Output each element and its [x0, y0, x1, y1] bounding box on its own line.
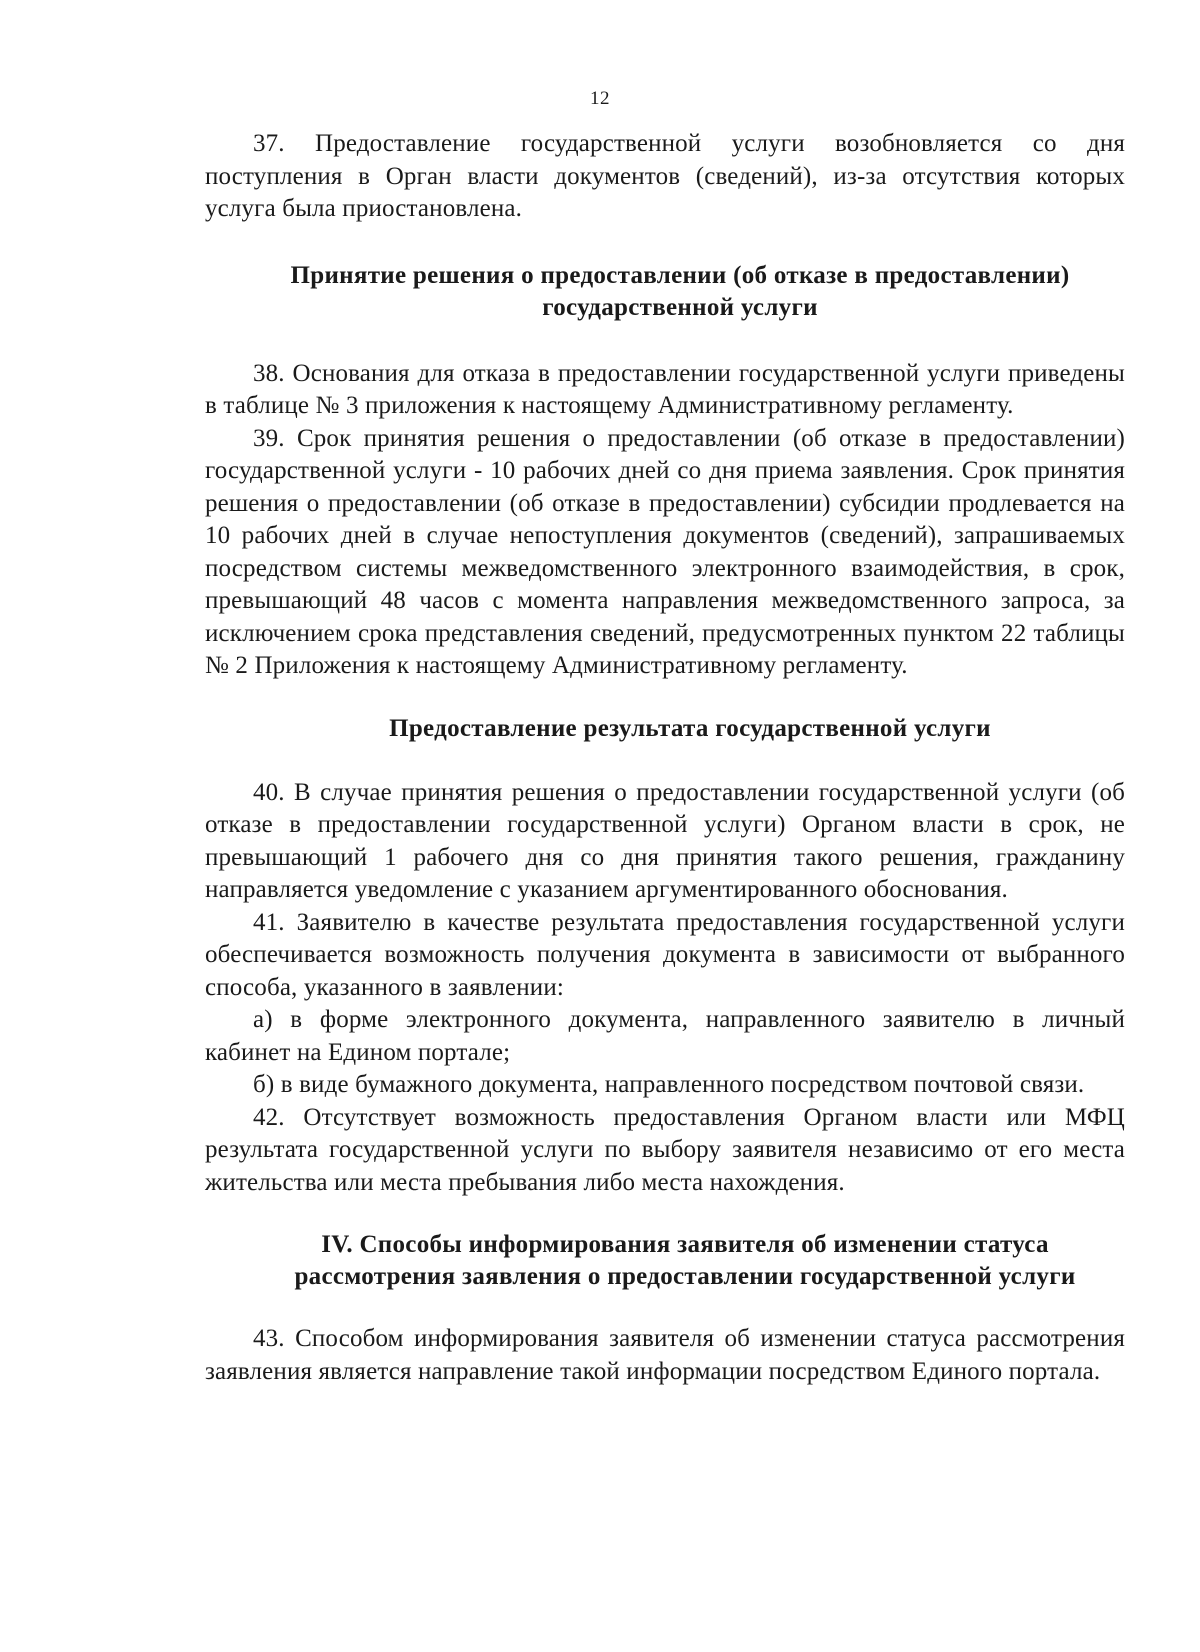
section-heading-result: Предоставление результата государственной услуги	[389, 714, 991, 742]
paragraph-39: 39. Срок принятия решения о предоставлении (об отказе в предоставлении) государственной услуги - 10 рабочих дней со дня приема заявления. Срок принятия решения о предоставлении (об отказе в предоставлении) субсидии продлевается на 10 рабочих дней в случае непоступления документов (сведений), запрашиваемых посредством системы межведомственного электронного взаимодействия, в срок, превышающий 48 часов с момента направления межведомственного запроса, за исключением срока представления сведений, предусмотренных пунктом 22 таблицы № 2 Приложения к настоящему Административному регламенту.	[205, 424, 1125, 679]
paragraph-41-a: а) в форме электронного документа, направленного заявителю в личный кабинет на Едином портале;	[205, 1006, 1125, 1066]
paragraph-41: 41. Заявителю в качестве результата предоставления государственной услуги обеспечивается возможность получения документа в зависимости от выбранного способа, указанного в заявлении:	[205, 908, 1125, 1001]
page-number: 12	[590, 88, 610, 109]
section-heading-decision: Принятие решения о предоставлении (об отказе в предоставлении) государственной услуги	[290, 261, 1070, 321]
paragraph-41-b: б) в виде бумажного документа, направленного посредством почтовой связи.	[253, 1071, 1085, 1098]
section-heading-informing: IV. Способы информирования заявителя об изменении статуса рассмотрения заявления о предоставлении государственной услуги	[294, 1231, 1076, 1290]
paragraph-38: 38. Основания для отказа в предоставлении государственной услуги приведены в таблице № 3 приложения к настоящему Административному регламенту.	[205, 359, 1125, 419]
paragraph-40: 40. В случае принятия решения о предоставлении государственной услуги (об отказе в предоставлении государственной услуги) Органом власти в срок, не превышающий 1 рабочего дня со дня принятия такого решения, гражданину направляется уведомление с указанием аргументированного обоснования.	[205, 778, 1125, 903]
paragraph-42: 42. Отсутствует возможность предоставления Органом власти или МФЦ результата государственной услуги по выбору заявителя независимо от его места жительства или места пребывания либо места нахождения.	[205, 1103, 1125, 1196]
paragraph-37: 37. Предоставление государственной услуги возобновляется со дня поступления в Орган власти документов (сведений), из-за отсутствия которых услуга была приостановлена.	[205, 130, 1125, 222]
document-body	[205, 128, 1125, 1388]
paragraph-43: 43. Способом информирования заявителя об изменении статуса рассмотрения заявления является направление такой информации посредством Единого портала.	[205, 1325, 1125, 1385]
